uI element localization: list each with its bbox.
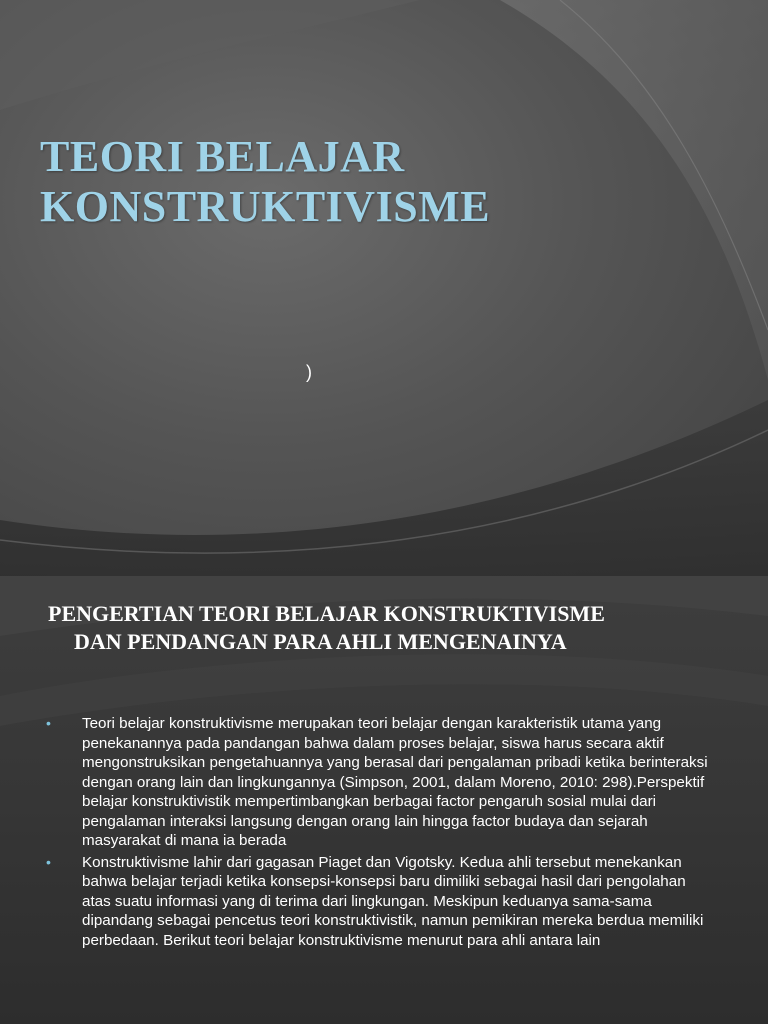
slide-title-heading (40, 132, 740, 232)
heading-line-1: PENGERTIAN TEORI BELAJAR KONSTRUKTIVISME (48, 601, 605, 626)
bullet-text: Konstruktivisme lahir dari gagasan Piaget dan Vigotsky. Kedua ahli tersebut menekankan bahwa belajar terjadi ketika konsepsi-konsepsi baru dimiliki sebagai hasil dari pengolahan atas suatu informasi yang di terima dari lingkungan. Meskipun keduanya sama-sama dipandang sebagai pencetus teori konstruktivistik, namun pemikiran mereka berdua memiliki perbedaan. Berikut teori belajar konstruktivisme menurut para ahli antara lain (82, 853, 704, 949)
list-item (46, 714, 710, 851)
title-line-1: TEORI BELAJAR (40, 132, 405, 181)
slide-subtitle: ) (306, 362, 312, 382)
heading-line-2: DAN PENDANGAN PARA AHLI MENGENAINYA (74, 629, 567, 654)
content-slide-heading (48, 600, 708, 656)
bullet-icon: • (46, 715, 51, 731)
bullet-list (46, 714, 710, 952)
title-line-2: KONSTRUKTIVISME (40, 182, 491, 231)
bullet-text: Teori belajar konstruktivisme merupakan teori belajar dengan karakteristik utama yang penekanannya pada pandangan bahwa dalam proses belajar, siswa harus secara aktif mengonstruksikan pengetahuannya yang berasal dari pengalaman pribadi ketika berinteraksi dengan orang lain dan lingkungannya (Simpson, 2001, dalam Moreno, 2010: 298).Perspektif belajar konstruktivistik mempertimbangkan berbagai factor pengaruh sosial mulai dari pengalaman interaksi langsung dengan orang lain hingga factor budaya dan sejarah masyarakat di mana ia berada (82, 715, 708, 849)
bullet-icon: • (46, 853, 51, 870)
list-item (46, 853, 710, 951)
